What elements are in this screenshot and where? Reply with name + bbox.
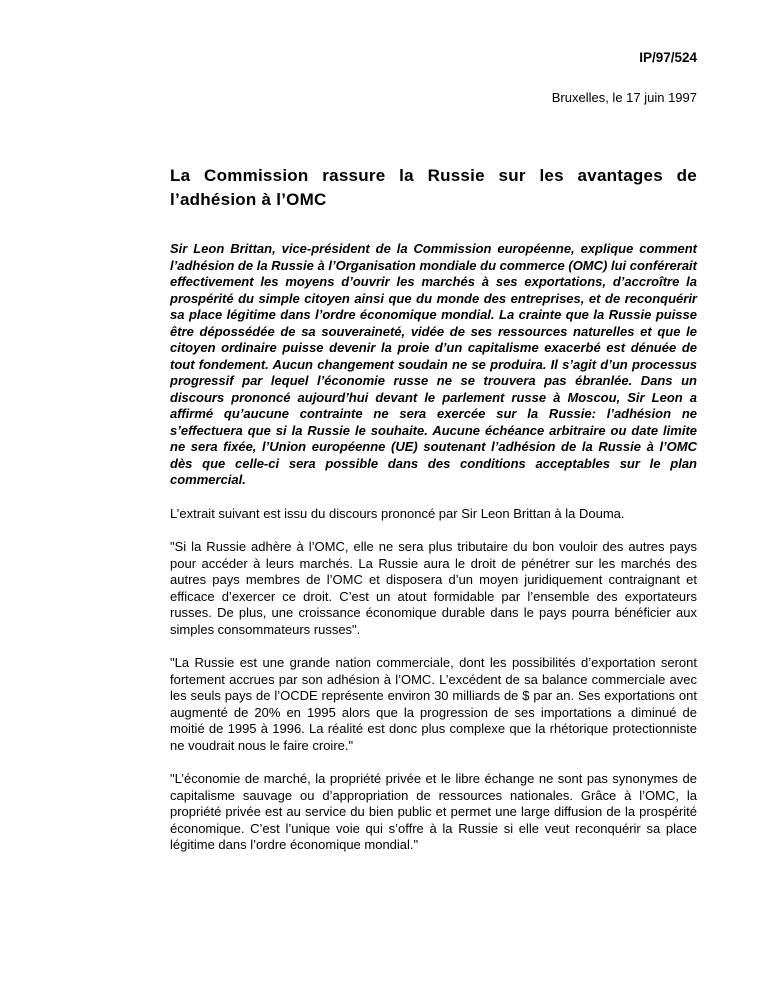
intro-paragraph: L’extrait suivant est issu du discours prononcé par Sir Leon Brittan à la Douma.: [170, 505, 625, 521]
quote-paragraph-2: "La Russie est une grande nation commerciale, dont les possibilités d’exportation seront fortement accrues par son adhésion à l’OMC. L’excédent de sa balance commerciale avec les seuls pays de l’OCDE représente environ 30 milliards de $ par an. Ses exportations ont augmenté de 20% en 1995 alors que la progression de ses importations a diminué de moitié de 1995 à 1996. La réalité est donc plus complexe que la rhétorique protectionniste ne voudrait nous le faire croire.": [170, 655, 697, 753]
dateline: Bruxelles, le 17 juin 1997: [551, 90, 697, 106]
document-title: La Commission rassure la Russie sur les avantages de l’adhésion à l’OMC: [170, 165, 697, 209]
quote-paragraph-3: "L’économie de marché, la propriété privée et le libre échange ne sont pas synonymes de capitalisme sauvage ou d’appropriation de ressources nationales. Grâce à l’OMC, la propriété privée est au service du bien public et permet une large diffusion de la prospérité économique. C’est l’unique voie qui s’offre à la Russie si elle veut reconquérir sa place légitime dans l’ordre économique mondial.": [170, 771, 697, 853]
page-header: [170, 50, 697, 106]
document-reference: IP/97/524: [639, 50, 697, 65]
quote-paragraph-1: "Si la Russie adhère à l’OMC, elle ne sera plus tributaire du bon vouloir des autres pays pour accéder à leurs marchés. La Russie aura le droit de pénétrer sur les marchés des autres pays membres de l’OMC et disposera d’un moyen juridiquement contraignant et efficace d’exercer ce droit. C’est un atout formidable par l’ensemble des exportateurs russes. De plus, une croissance économique durable dans le pays pourra bénéficier aux simples consommateurs russes".: [170, 539, 697, 637]
lead-summary-paragraph: Sir Leon Brittan, vice-président de la Commission européenne, explique comment l’adhésion de la Russie à l’Organisation mondiale du commerce (OMC) lui conférerait effectivement les moyens d’ouvrir les marchés à ses exportations, d’accroître la prospérité du simple citoyen ainsi que du monde des entreprises, et de reconquérir sa place légitime dans l’ordre économique mondial. La crainte que la Russie puisse être dépossédée de sa souveraineté, vidée de ses ressources naturelles et que le citoyen ordinaire puisse devenir la proie d’un capitalisme exacerbé est dénuée de tout fondement. Aucun changement soudain ne se produira. Il s’agit d’un processus progressif par lequel l’économie russe ne se trouvera pas ébranlée. Dans un discours prononcé aujourd’hui devant le parlement russe à Moscou, Sir Leon a affirmé qu’aucune contrainte ne sera exercée sur la Russie: l’adhésion ne s’effectuera que si la Russie le souhaite. Aucune échéance arbitraire ou date limite ne sera fixée, l’Union européenne (UE) soutenant l’adhésion de la Russie à l’OMC dès que celle-ci sera possible dans des conditions acceptables sur le plan commercial.: [170, 241, 697, 488]
document-body: [170, 164, 697, 854]
